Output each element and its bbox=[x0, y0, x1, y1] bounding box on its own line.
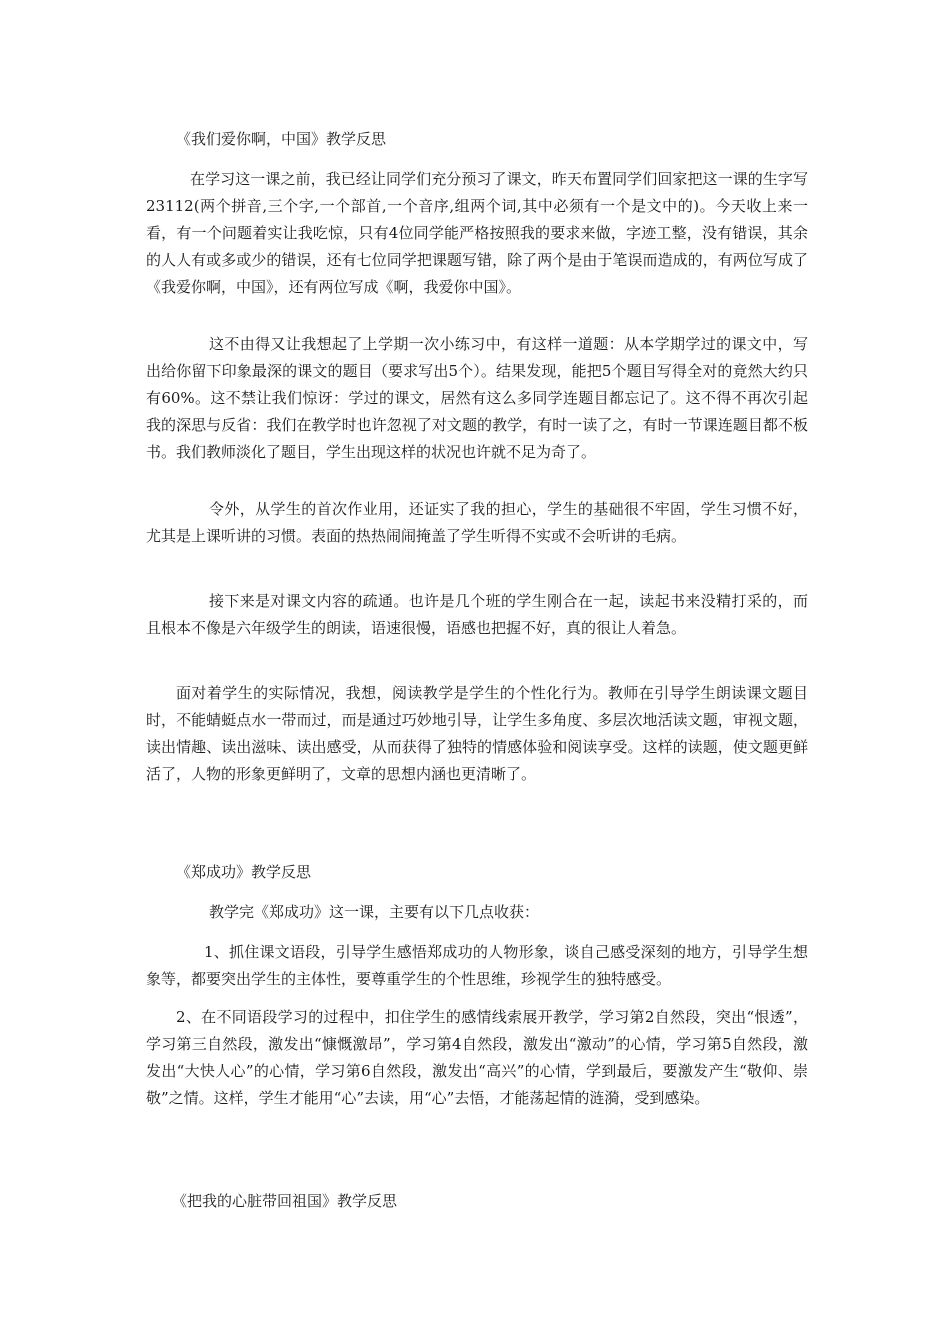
section-2-paragraph-1: 教学完《郑成功》这一课，主要有以下几点收获： bbox=[209, 903, 540, 921]
section-1-paragraph-3: 令外，从学生的首次作业用，还证实了我的担心，学生的基础很不牢固，学生习惯不好，尤其是上课听讲的习惯。表面的热热闹闹掩盖了学生听得不实或不会听讲的毛病。 bbox=[146, 500, 808, 545]
section-1-paragraph-5: 面对着学生的实际情况，我想，阅读教学是学生的个性化行为。教师在引导学生朗读课文题目时，不能蜻蜓点水一带而过，而是通过巧妙地引导，让学生多角度、多层次地活读文题，审视文题，读出情趣、读出滋味、读出感受，从而获得了独特的情感体验和阅读享受。这样的读题，使文题更鲜活了，人物的形象更鲜明了，文章的思想内涵也更清晰了。 bbox=[146, 684, 808, 783]
section-2-paragraph-3: 2、在不同语段学习的过程中，扣住学生的感情线索展开教学，学习第2自然段，突出“恨透”，学习第三自然段，激发出“慷慨激昂”，学习第4自然段，激发出“激动”的心情，学习第5自然段，激发出“大快人心”的心情，学习第6自然段，激发出“高兴”的心情，学到最后，要激发产生“敬仰、崇敬”之情。这样，学生才能用“心”去读，用“心”去悟，才能荡起情的涟漪，受到感染。 bbox=[146, 1008, 808, 1107]
section-2-title: 《郑成功》教学反思 bbox=[176, 863, 312, 881]
section-1-title: 《我们爱你啊，中国》教学反思 bbox=[176, 130, 387, 148]
section-1-paragraph-4: 接下来是对课文内容的疏通。也许是几个班的学生刚合在一起，读起书来没精打采的，而且根本不像是六年级学生的朗读，语速很慢，语感也把握不好，真的很让人着急。 bbox=[146, 592, 808, 637]
section-2-paragraph-2: 1、抓住课文语段，引导学生感悟郑成功的人物形象，谈自己感受深刻的地方，引导学生想象等，都要突出学生的主体性，要尊重学生的个性思维，珍视学生的独特感受。 bbox=[146, 943, 808, 988]
section-1-paragraph-2: 这不由得又让我想起了上学期一次小练习中，有这样一道题：从本学期学过的课文中，写出给你留下印象最深的课文的题目（要求写出5个）。结果发现，能把5个题目写得全对的竟然大约只有60%。这不禁让我们惊讶：学过的课文，居然有这么多同学连题目都忘记了。这不得不再次引起我的深思与反省：我们在教学时也许忽视了对文题的教学，有时一读了之，有时一节课连题目都不板书。我们教师淡化了题目，学生出现这样的状况也许就不足为奇了。 bbox=[146, 335, 808, 461]
section-1-paragraph-1: 在学习这一课之前，我已经让同学们充分预习了课文，昨天布置同学们回家把这一课的生字写23112(两个拼音,三个字,一个部首,一个音序,组两个词,其中必须有一个是文中的)。今天收上来一看，有一个问题着实让我吃惊，只有4位同学能严格按照我的要求来做，字迹工整，没有错误，其余的人人有或多或少的错误，还有七位同学把课题写错，除了两个是由于笔误而造成的，有两位写成了《我爱你啊，中国》，还有两位写成《啊，我爱你中国》。 bbox=[146, 170, 808, 296]
section-3-title: 《把我的心脏带回祖国》教学反思 bbox=[172, 1192, 398, 1210]
